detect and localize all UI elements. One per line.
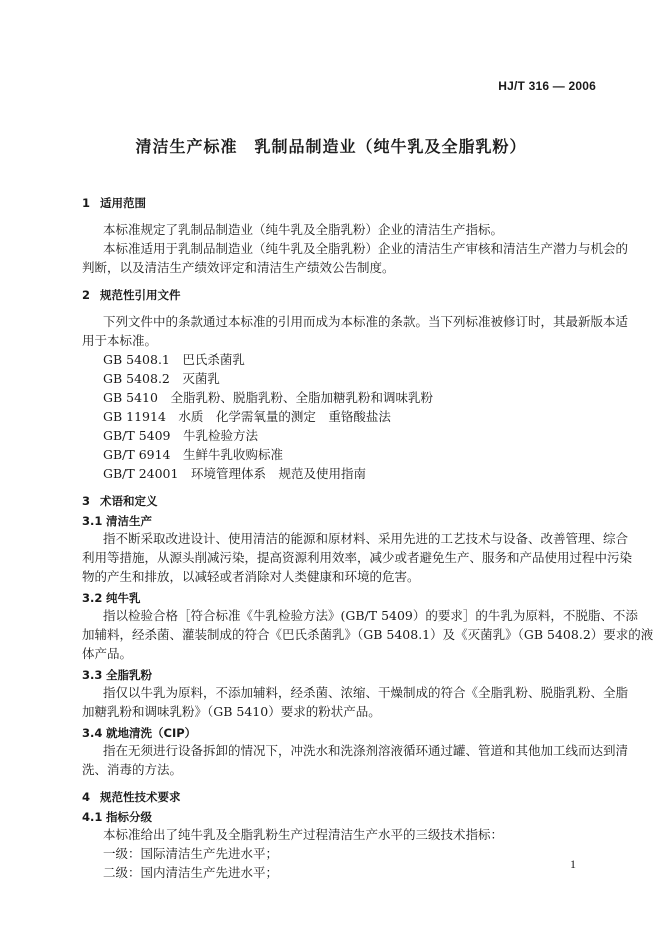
- section-3-heading: [82, 493, 158, 509]
- subsection-number: 3.4: [82, 726, 103, 740]
- page-title: 清洁生产标准 乳制品制造业（纯牛乳及全脂乳粉）: [135, 137, 527, 156]
- section-4-heading: [82, 789, 181, 805]
- subsection-number: 3.3: [82, 668, 103, 682]
- subsection-4-1-heading: [82, 809, 152, 825]
- section-title: 术语和定义: [100, 494, 158, 508]
- paragraph-line: 指以检验合格［符合标准《牛乳检验方法》(GB/T 5409）的要求］的牛乳为原料，不脱脂、不添: [103, 608, 638, 623]
- subsection-title: 全脂乳粉: [106, 668, 152, 682]
- paragraph-line: 指仅以牛乳为原料，不添加辅料，经杀菌、浓缩、干燥制成的符合《全脂乳粉、脱脂乳粉、全脂: [103, 685, 629, 700]
- paragraph-line: 指不断采取改进设计、使用清洁的能源和原材料、采用先进的工艺技术与设备、改善管理、综合: [103, 531, 629, 546]
- section-title: 适用范围: [100, 196, 146, 210]
- section-number: 3: [82, 494, 91, 508]
- section-title: 规范性引用文件: [100, 288, 181, 302]
- subsection-title: 纯牛乳: [106, 591, 141, 605]
- paragraph-line: 本标准给出了纯牛乳及全脂乳粉生产过程清洁生产水平的三级技术指标：: [103, 827, 504, 842]
- reference-item: GB/T 24001 环境管理体系 规范及使用指南: [103, 466, 366, 481]
- section-number: 1: [82, 196, 91, 210]
- reference-item: GB 5408.1 巴氏杀菌乳: [103, 352, 245, 367]
- reference-item: GB 11914 水质 化学需氧量的测定 重铬酸盐法: [103, 409, 391, 424]
- paragraph-line: 加糖乳粉和调味乳粉》（GB 5410）要求的粉状产品。: [82, 704, 381, 719]
- subsection-3-3-heading: [82, 667, 152, 683]
- section-number: 4: [82, 790, 91, 804]
- section-1-heading: [82, 195, 146, 211]
- subsection-3-1-heading: [82, 513, 152, 529]
- paragraph-line: 本标准规定了乳制品制造业（纯牛乳及全脂乳粉）企业的清洁生产指标。: [103, 222, 504, 237]
- subsection-number: 3.2: [82, 591, 103, 605]
- paragraph-line: 物的产生和排放，以减轻或者消除对人类健康和环境的危害。: [82, 569, 420, 584]
- paragraph-line: 用于本标准。: [82, 333, 158, 348]
- section-2-heading: [82, 287, 181, 303]
- section-title: 规范性技术要求: [100, 790, 181, 804]
- reference-item: GB/T 6914 生鲜牛乳收购标准: [103, 447, 284, 462]
- reference-item: GB/T 5409 牛乳检验方法: [103, 428, 259, 443]
- subsection-number: 4.1: [82, 810, 103, 824]
- subsection-3-2-heading: [82, 590, 141, 606]
- paragraph-line: 体产品。: [82, 646, 133, 661]
- reference-item: GB 5408.2 灭菌乳: [103, 371, 220, 386]
- paragraph-line: 利用等措施，从源头削减污染，提高资源利用效率，减少或者避免生产、服务和产品使用过程中污染: [82, 550, 633, 565]
- standard-code: HJ/T 316 — 2006: [498, 79, 596, 93]
- paragraph-line: 下列文件中的条款通过本标准的引用而成为本标准的条款。当下列标准被修订时，其最新版本适: [103, 314, 629, 329]
- section-number: 2: [82, 288, 91, 302]
- paragraph-line: 指在无须进行设备拆卸的情况下，冲洗水和洗涤剂溶液循环通过罐、管道和其他加工线而达到清: [103, 743, 629, 758]
- subsection-title: 清洁生产: [106, 514, 152, 528]
- paragraph-line: 洗、消毒的方法。: [82, 762, 183, 777]
- paragraph-line: 本标准适用于乳制品制造业（纯牛乳及全脂乳粉）企业的清洁生产审核和清洁生产潜力与机会的: [103, 241, 629, 256]
- subsection-number: 3.1: [82, 514, 103, 528]
- paragraph-line: 一级：国际清洁生产先进水平；: [103, 846, 279, 861]
- paragraph-line: 加辅料，经杀菌、灌装制成的符合《巴氏杀菌乳》（GB 5408.1）及《灭菌乳》（GB 5408.2）要求的液: [82, 627, 654, 642]
- reference-item: GB 5410 全脂乳粉、脱脂乳粉、全脂加糖乳粉和调味乳粉: [103, 390, 433, 405]
- paragraph-line: 二级：国内清洁生产先进水平；: [103, 865, 279, 880]
- subsection-3-4-heading: [82, 725, 196, 741]
- paragraph-line: 判断，以及清洁生产绩效评定和清洁生产绩效公告制度。: [82, 260, 395, 275]
- subsection-title: 指标分级: [106, 810, 152, 824]
- page-number: 1: [570, 857, 576, 871]
- subsection-title: 就地清洗（CIP）: [106, 726, 197, 740]
